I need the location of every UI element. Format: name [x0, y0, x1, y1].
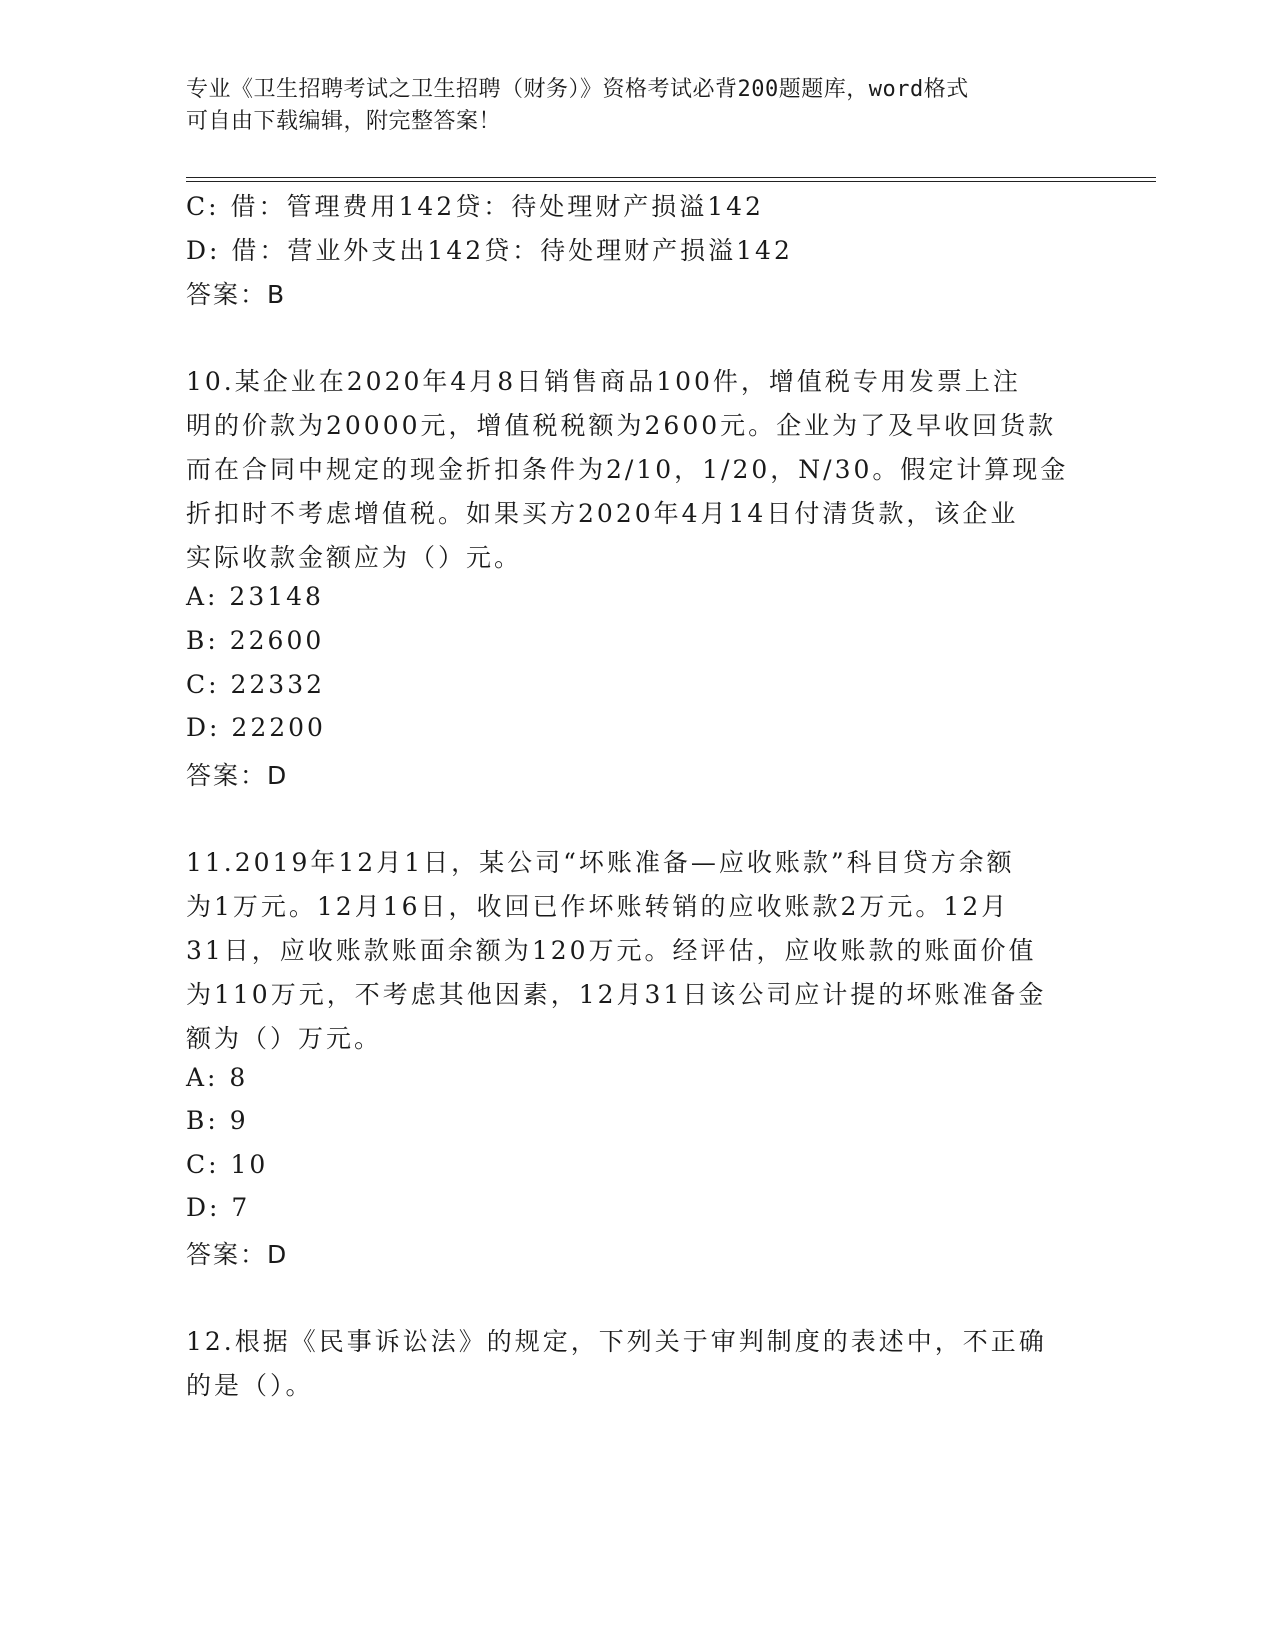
answer: 答案：B: [186, 280, 287, 309]
header-line-2: 可自由下载编辑，附完整答案！: [186, 109, 502, 134]
option-d: D: 借：营业外支出142贷：待处理财产损溢142: [186, 236, 793, 265]
option-c: C: 10: [186, 1150, 269, 1179]
option-d: D: 22200: [186, 713, 326, 742]
question-line: 明的价款为20000元，增值税税额为2600元。企业为了及早收回货款: [186, 411, 1057, 440]
question-line: 为1万元。12月16日，收回已作坏账转销的应收账款2万元。12月: [186, 892, 1010, 921]
question-line: 12.根据《民事诉讼法》的规定，下列关于审判制度的表述中，不正确: [186, 1327, 1047, 1356]
header-divider-bottom: [186, 181, 1156, 182]
header-divider-top: [186, 177, 1156, 178]
option-a: A: 23148: [186, 582, 324, 611]
option-d: D: 7: [186, 1193, 251, 1222]
option-c: C: 借：管理费用142贷：待处理财产损溢142: [186, 192, 764, 221]
answer: 答案：D: [186, 1240, 289, 1269]
question-line: 而在合同中规定的现金折扣条件为2/10，1/20，N/30。假定计算现金: [186, 455, 1069, 484]
header-line-1: 专业《卫生招聘考试之卫生招聘（财务）》资格考试必背200题题库，word格式: [186, 77, 969, 102]
question-line: 折扣时不考虑增值税。如果买方2020年4月14日付清货款，该企业: [186, 499, 1019, 528]
question-line: 31日，应收账款账面余额为120万元。经评估，应收账款的账面价值: [186, 936, 1037, 965]
option-a: A: 8: [186, 1063, 249, 1092]
question-line: 额为（）万元。: [186, 1024, 383, 1053]
question-line: 实际收款金额应为（）元。: [186, 543, 523, 572]
question-line: 11.2019年12月1日，某公司“坏账准备—应收账款”科目贷方余额: [186, 848, 1015, 877]
option-b: B: 9: [186, 1106, 249, 1135]
question-line: 的是（）。: [186, 1371, 314, 1400]
question-line: 为110万元，不考虑其他因素，12月31日该公司应计提的坏账准备金: [186, 980, 1047, 1009]
option-b: B: 22600: [186, 626, 325, 655]
option-c: C: 22332: [186, 670, 326, 699]
document-header: [186, 74, 1086, 138]
answer: 答案：D: [186, 761, 289, 790]
question-line: 10.某企业在2020年4月8日销售商品100件，增值税专用发票上注: [186, 367, 1021, 396]
